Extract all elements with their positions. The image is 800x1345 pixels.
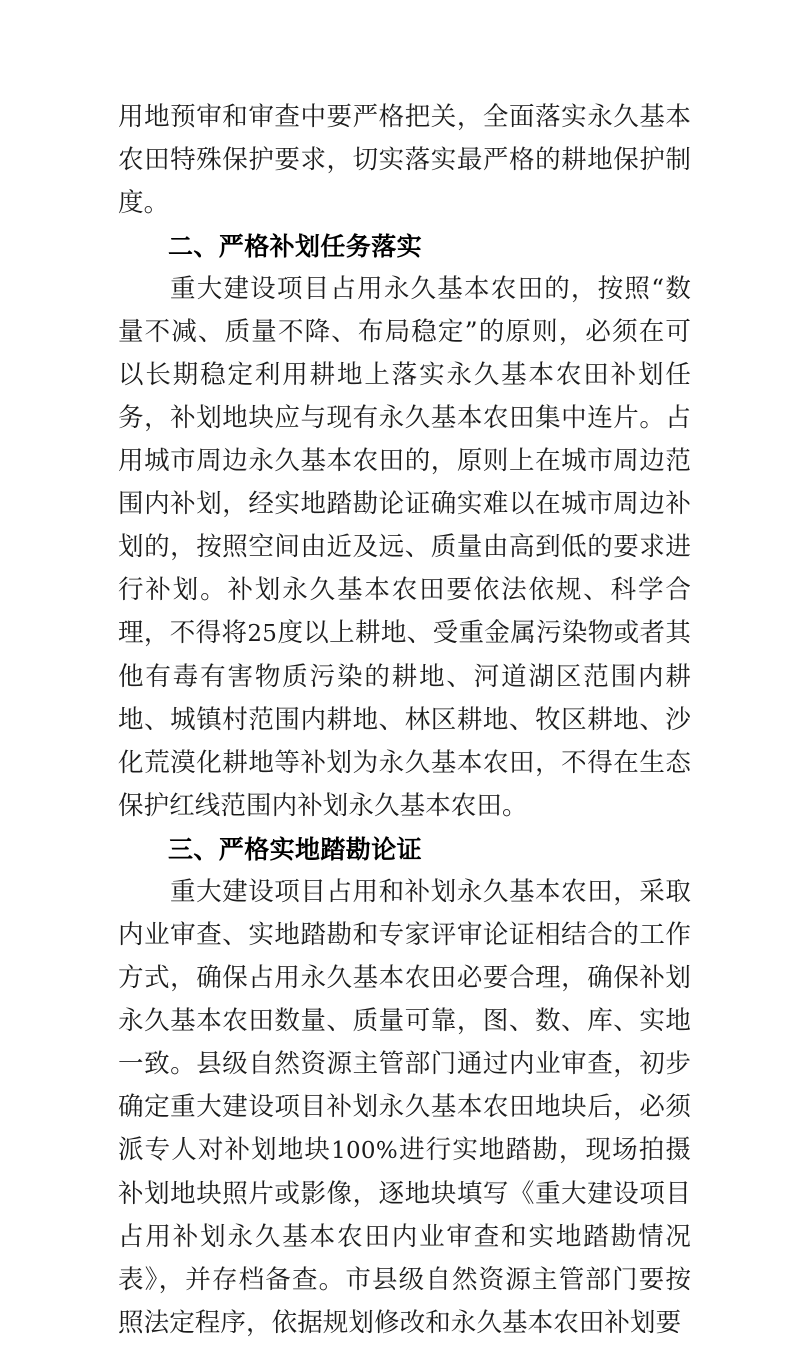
inline-number: 100% bbox=[331, 1138, 399, 1164]
paragraph-section-three-body: 重大建设项目占用和补划永久基本农田，采取内业审查、实地踏勘和专家评审论证相结合的工作方式，确保占用永久基本农田必要合理，确保补划永久基本农田数量、质量可靠，图、数、库、实地一致。县级自然资源主管部门通过内业审查，初步确定重大建设项目补划永久基本农田地块后，必须派专人对补划地块100%进行实地踏勘，现场拍摄补划地块照片或影像，逐地块填写《重大建设项目占用补划永久基本农田内业审查和实地踏勘情况表》，并存档备查。市县级自然资源主管部门要按照法定程序，依据规划修改和永久基本农田补划要 bbox=[118, 877, 691, 1338]
paragraph-continuation-section-one: 用地预审和审查中要严格把关，全面落实永久基本农田特殊保护要求，切实落实最严格的耕地保护制度。 bbox=[118, 102, 691, 218]
paragraph-section-two-body: 重大建设项目占用永久基本农田的，按照“数量不减、质量不降、布局稳定”的原则，必须在可以长期稳定利用耕地上落实永久基本农田补划任务，补划地块应与现有永久基本农田集中连片。占用城市周边永久基本农田的，原则上在城市周边范围内补划，经实地踏勘论证确实难以在城市周边补划的，按照空间由近及远、质量由高到低的要求进行补划。补划永久基本农田要依法依规、科学合理，不得将25度以上耕地、受重金属污染物或者其他有毒有害物质污染的耕地、河道湖区范围内耕地、城镇村范围内耕地、林区耕地、牧区耕地、沙化荒漠化耕地等补划为永久基本农田，不得在生态保护红线范围内补划永久基本农田。 bbox=[118, 274, 691, 821]
document-text-block bbox=[118, 96, 691, 1345]
section-heading-three: 三、严格实地踏勘论证 bbox=[168, 835, 423, 864]
inline-number: 25 bbox=[247, 621, 278, 647]
section-heading-two: 二、严格补划任务落实 bbox=[168, 232, 423, 261]
